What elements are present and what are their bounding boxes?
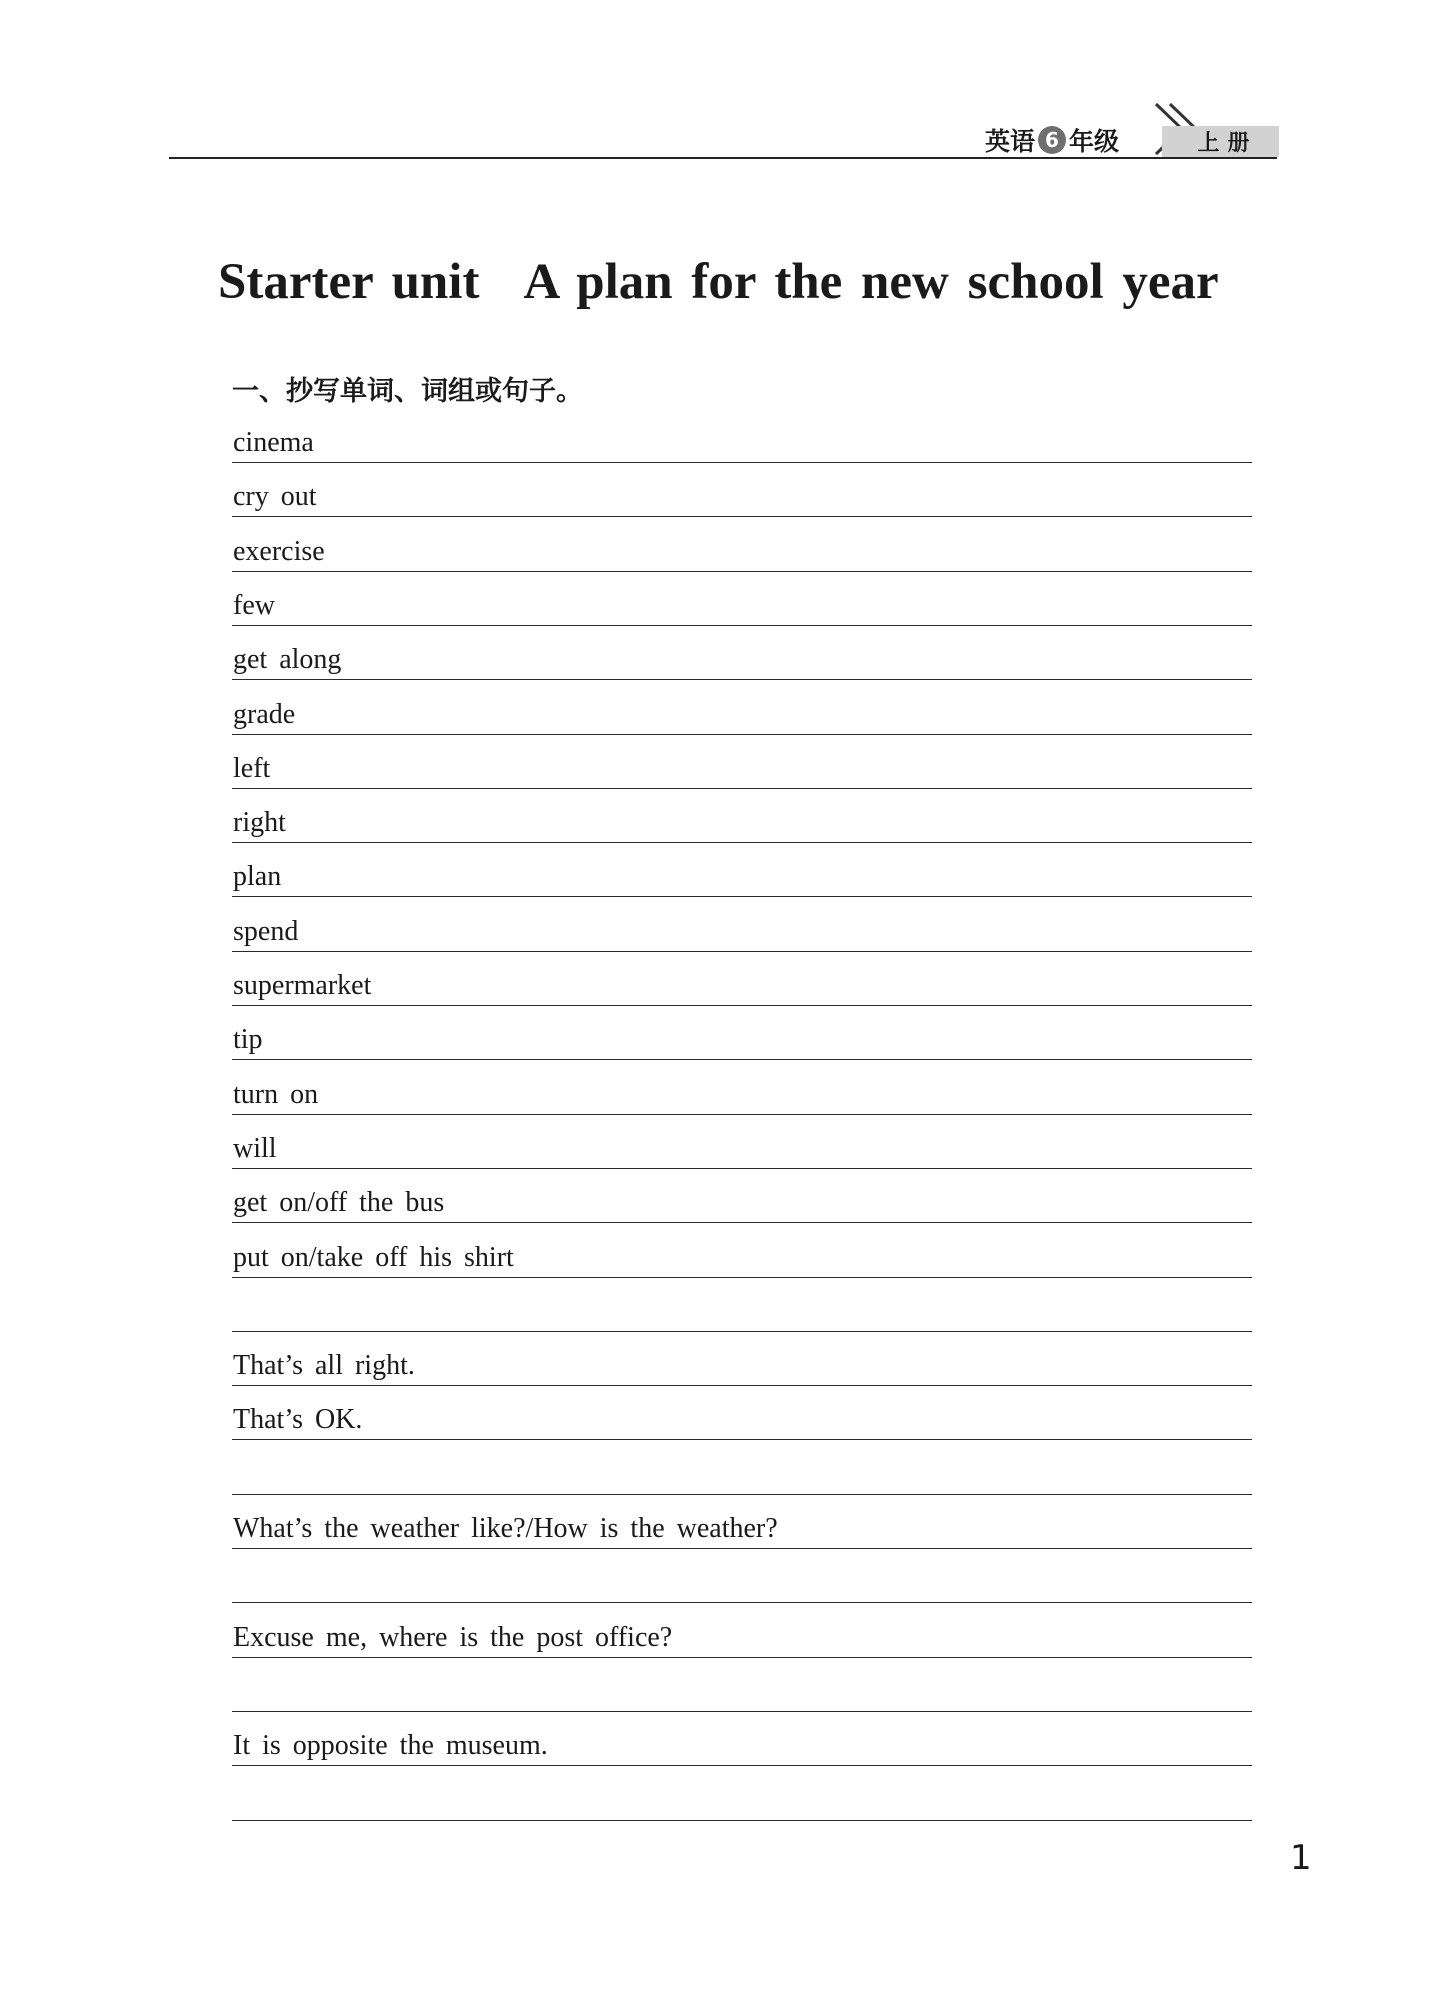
copy-line[interactable]: [232, 1006, 1252, 1060]
copy-line[interactable]: [232, 843, 1252, 897]
copy-line[interactable]: [232, 681, 1252, 735]
copy-line[interactable]: [232, 463, 1252, 517]
copy-line-text: tip: [233, 1024, 263, 1056]
copy-line[interactable]: [232, 518, 1252, 572]
copy-line[interactable]: [232, 1549, 1252, 1603]
copy-line[interactable]: [232, 1061, 1252, 1115]
unit-label: Starter unit: [218, 254, 480, 310]
header-divider: [169, 157, 1277, 159]
copy-line[interactable]: [232, 1332, 1252, 1386]
copy-line-text: cry out: [233, 481, 317, 513]
copy-line-text: turn on: [233, 1078, 319, 1110]
copy-line-text: plan: [233, 861, 282, 893]
copy-line-text: put on/take off his shirt: [233, 1241, 514, 1273]
copy-line[interactable]: [232, 735, 1252, 789]
copy-line[interactable]: [232, 409, 1252, 463]
copy-line-text: get on/off the bus: [233, 1187, 445, 1219]
copy-line[interactable]: [232, 898, 1252, 952]
page-title: [218, 252, 1219, 312]
copy-line[interactable]: [232, 1115, 1252, 1169]
copy-line[interactable]: [232, 1441, 1252, 1495]
copy-line-text: It is opposite the museum.: [233, 1730, 548, 1762]
copy-line[interactable]: [232, 1658, 1252, 1712]
grade-number-badge: 6: [1038, 126, 1066, 154]
copy-line-text: supermarket: [233, 970, 372, 1001]
copy-line-text: left: [233, 752, 271, 784]
copy-line[interactable]: [232, 952, 1252, 1006]
copy-line[interactable]: [232, 1712, 1252, 1766]
copy-line-text: That’s OK.: [233, 1404, 363, 1436]
copy-line-text: exercise: [233, 535, 325, 567]
header-grade-suffix: 年级: [1069, 127, 1120, 156]
copy-line-text: few: [233, 589, 275, 621]
copy-line[interactable]: [232, 1767, 1252, 1821]
volume-label: 上册: [1197, 131, 1258, 156]
copy-line[interactable]: [232, 1386, 1252, 1440]
copy-line[interactable]: [232, 1604, 1252, 1658]
copy-line-text: spend: [233, 915, 299, 947]
copy-line-text: grade: [233, 698, 296, 730]
copy-line[interactable]: [232, 572, 1252, 626]
copy-line[interactable]: [232, 626, 1252, 680]
header-label: [985, 120, 1119, 160]
copy-line-text: get along: [233, 644, 342, 676]
volume-badge: [1162, 126, 1279, 157]
copy-line-text: right: [233, 807, 286, 839]
copy-line[interactable]: [232, 1278, 1252, 1332]
header-subject: 英语: [985, 127, 1036, 156]
section-heading: 一、抄写单词、词组或句子。: [232, 376, 583, 407]
copy-line[interactable]: [232, 789, 1252, 843]
copy-line-text: That’s all right.: [233, 1350, 415, 1382]
page-number: 1: [1290, 1838, 1312, 1878]
copy-line-text: will: [233, 1132, 277, 1164]
copy-line-text: Excuse me, where is the post office?: [233, 1621, 673, 1653]
unit-name: A plan for the new school year: [523, 254, 1219, 310]
copy-line-text: cinema: [233, 427, 314, 458]
copy-line[interactable]: [232, 1495, 1252, 1549]
copy-line-text: What’s the weather like?/How is the weather?: [233, 1513, 778, 1544]
copy-line[interactable]: [232, 1169, 1252, 1223]
copy-line[interactable]: [232, 1224, 1252, 1278]
